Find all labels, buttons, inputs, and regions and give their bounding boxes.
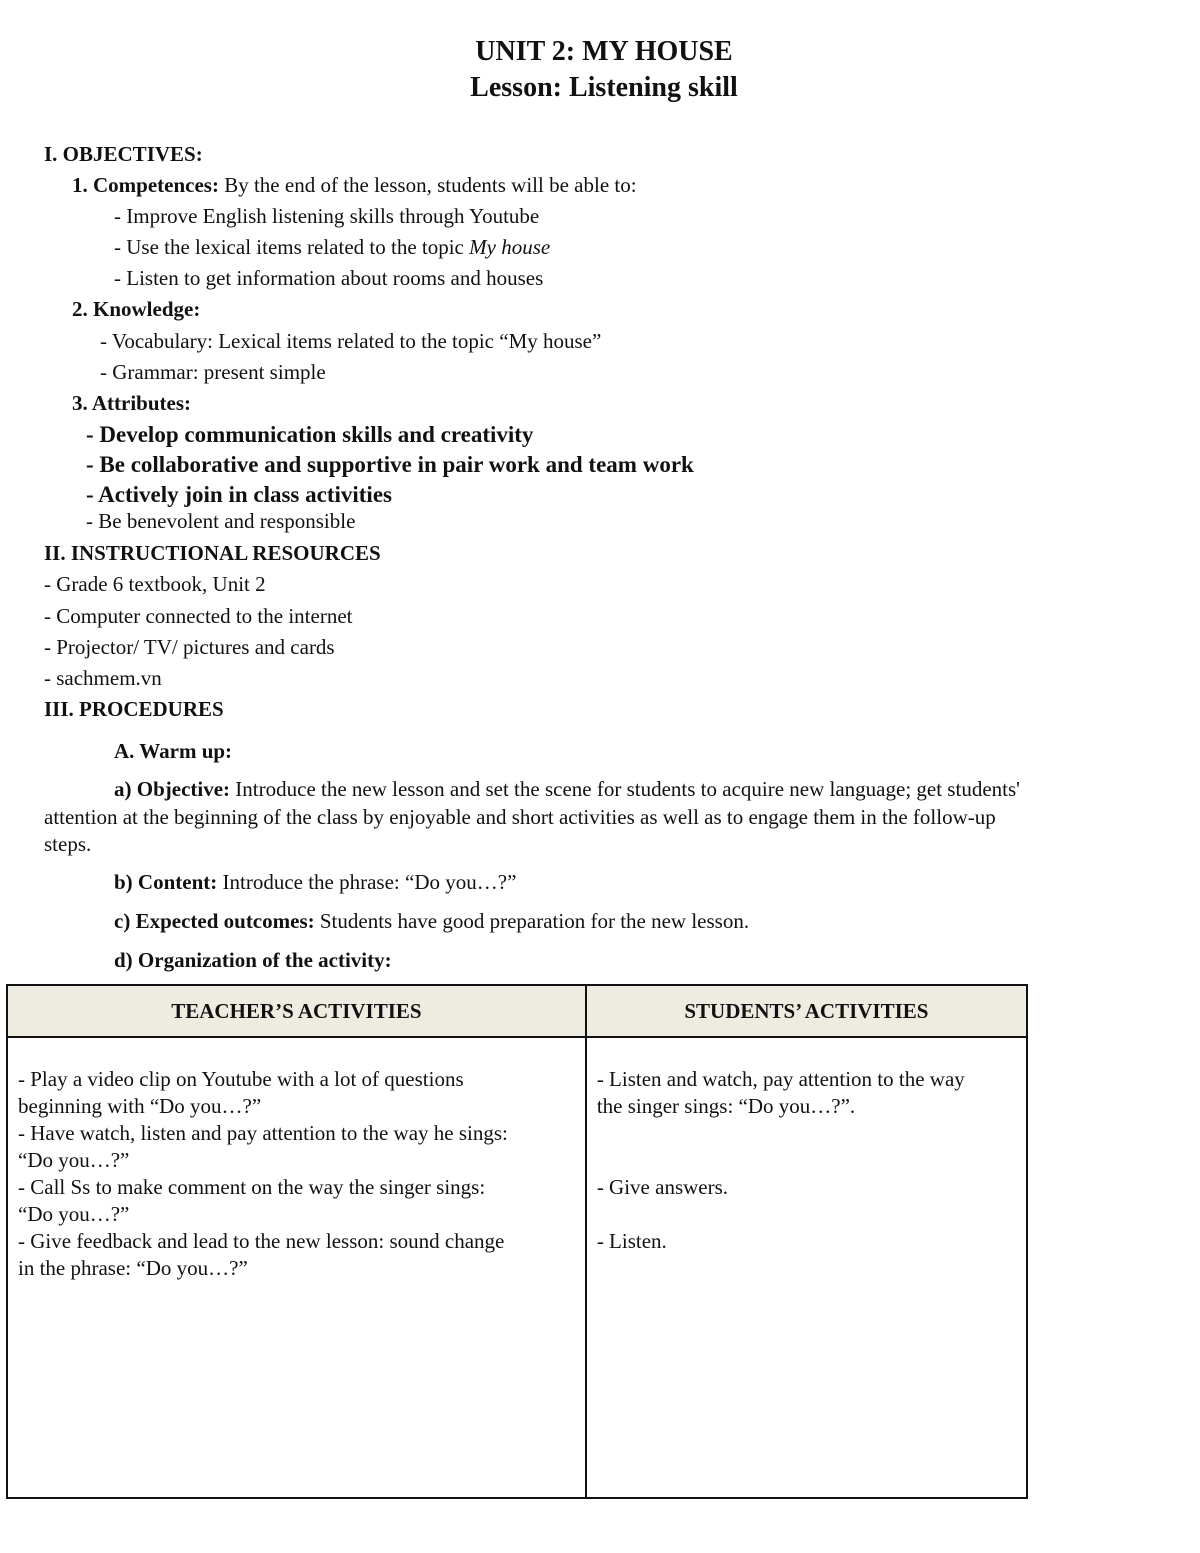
teacher-activity-line: in the phrase: “Do you…?” [18, 1256, 248, 1280]
outcomes-label: c) Expected outcomes: [114, 909, 315, 933]
competence-item-text: - Use the lexical items related to the topic [114, 235, 470, 259]
objective-label: a) Objective: [114, 777, 231, 801]
competence-item: - Listen to get information about rooms and houses [114, 266, 544, 290]
student-activity-line: - Give answers. [596, 1175, 729, 1199]
objectives-heading: I. OBJECTIVES: [44, 142, 203, 166]
teacher-activities-header: TEACHER’S ACTIVITIES [7, 985, 586, 1037]
attributes-label: 3. Attributes: [72, 391, 191, 415]
competence-item: - Improve English listening skills through Youtube [114, 204, 540, 228]
teacher-activities-cell [7, 1037, 586, 1498]
teacher-activity-line: beginning with “Do you…?” [18, 1094, 262, 1118]
competence-topic: My house [469, 235, 551, 259]
table-row [7, 1037, 1027, 1498]
objective-text-cont: attention at the beginning of the class by enjoyable and short activities as well as to engage them in the follow-up [44, 805, 996, 829]
unit-title: UNIT 2: MY HOUSE [475, 36, 733, 67]
teacher-activity-line: “Do you…?” [18, 1202, 130, 1226]
students-activities-header: STUDENTS’ ACTIVITIES [586, 985, 1027, 1037]
teacher-activity-line: - Play a video clip on Youtube with a lot of questions [18, 1067, 464, 1091]
knowledge-item: - Grammar: present simple [100, 360, 326, 384]
teacher-activity-line: - Give feedback and lead to the new lesson: sound change [18, 1229, 505, 1253]
student-activity-line: - Listen. [596, 1229, 667, 1253]
teacher-activity-line: - Call Ss to make comment on the way the singer sings: [18, 1175, 486, 1199]
outcomes-line [114, 909, 749, 934]
competences-line [72, 173, 637, 198]
attribute-item: - Actively join in class activities [86, 482, 392, 507]
outcomes-text: Students have good preparation for the new lesson. [314, 909, 750, 933]
objective-text-cont: steps. [44, 832, 92, 856]
teacher-activity-line: - Have watch, listen and pay attention to the way he sings: [18, 1121, 508, 1145]
content-label: b) Content: [114, 870, 218, 894]
activity-table [6, 984, 1028, 1499]
resource-item: - Grade 6 textbook, Unit 2 [44, 572, 266, 596]
student-activity-line: the singer sings: “Do you…?”. [596, 1094, 856, 1118]
competences-text: By the end of the lesson, students will be able to: [218, 173, 637, 197]
objective-text: Introduce the new lesson and set the scene for students to acquire new language; get students' [230, 777, 1020, 801]
resource-item: - Computer connected to the internet [44, 604, 353, 628]
teacher-activity-line: “Do you…?” [18, 1148, 130, 1172]
objective-line [114, 777, 1020, 802]
attribute-item: - Develop communication skills and creativity [86, 422, 534, 447]
resources-heading: II. INSTRUCTIONAL RESOURCES [44, 541, 381, 565]
competences-label: 1. Competences: [72, 173, 219, 197]
knowledge-label: 2. Knowledge: [72, 297, 201, 321]
resource-item: - sachmem.vn [44, 666, 162, 690]
attribute-item: - Be benevolent and responsible [86, 509, 356, 533]
attribute-item: - Be collaborative and supportive in pair work and team work [86, 452, 694, 477]
content-text: Introduce the phrase: “Do you…?” [217, 870, 517, 894]
organization-label: d) Organization of the activity: [114, 948, 392, 972]
content-line [114, 870, 516, 895]
procedures-heading: III. PROCEDURES [44, 697, 224, 721]
knowledge-item: - Vocabulary: Lexical items related to the topic “My house” [100, 329, 602, 353]
student-activity-line: - Listen and watch, pay attention to the way [596, 1067, 965, 1091]
resource-item: - Projector/ TV/ pictures and cards [44, 635, 335, 659]
table-header-row [7, 985, 1027, 1037]
warmup-heading: A. Warm up: [114, 739, 233, 763]
students-activities-cell [586, 1037, 1027, 1498]
competence-item [114, 235, 550, 260]
lesson-title: Lesson: Listening skill [470, 72, 738, 103]
